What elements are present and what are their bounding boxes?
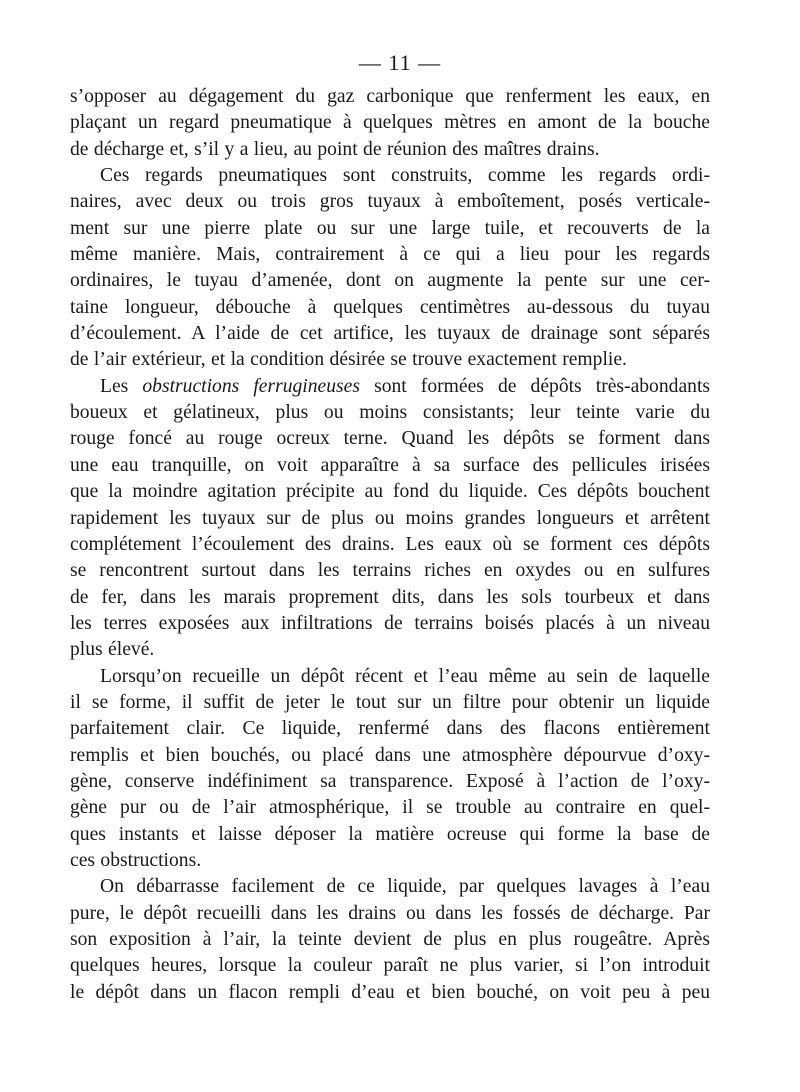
text-line: même manière. Mais, contrairement à ce qui a lieu pour les regards	[70, 244, 710, 266]
text-line: rouge foncé au rouge ocreux terne. Quand les dépôts se forment dans	[70, 428, 710, 450]
text-line: ces obstructions.	[70, 849, 202, 871]
text-line: ques instants et laisse déposer la matière ocreuse qui forme la base de	[70, 823, 710, 845]
body-text	[70, 84, 710, 1006]
text-line: taine longueur, débouche à quelques centimètres au-dessous du tuyau	[70, 296, 710, 318]
text-line: d’écoulement. A l’aide de cet artifice, les tuyaux de drainage sont séparés	[70, 323, 710, 345]
text-line: remplis et bien bouchés, ou placé dans une atmosphère dépourvue d’oxy-	[70, 744, 710, 766]
text-segment: Les	[100, 375, 129, 397]
text-line: plus élevé.	[70, 639, 155, 661]
text-line: ordinaires, le tuyau d’amenée, dont on augmente la pente sur une cer-	[70, 270, 710, 292]
text-line: rapidement les tuyaux sur de plus ou moins grandes longueurs et arrêtent	[70, 507, 710, 529]
page-number: — 11 —	[358, 50, 442, 75]
italic-term: obstructions ferrugineuses	[142, 375, 360, 397]
text-line: de fer, dans les marais proprement dits, dans les sols tourbeux et dans	[70, 586, 710, 608]
text-line: que la moindre agitation précipite au fond du liquide. Ces dépôts bouchent	[70, 481, 710, 503]
text-line: On débarrasse facilement de ce liquide, par quelques lavages à l’eau	[100, 876, 710, 898]
text-line: gène, conserve indéfiniment sa transparence. Exposé à l’action de l’oxy-	[70, 770, 710, 792]
text-line: plaçant un regard pneumatique à quelques mètres en amont de la bouche	[70, 112, 710, 134]
text-line: boueux et gélatineux, plus ou moins consistants; leur teinte varie du	[70, 402, 710, 424]
text-line: de décharge et, s’il y a lieu, au point de réunion des maîtres drains.	[70, 138, 600, 160]
text-line: ment sur une pierre plate ou sur une large tuile, et recouverts de la	[70, 217, 710, 239]
text-line: complétement l’écoulement des drains. Les eaux où se forment ces dépôts	[70, 533, 710, 555]
text-line: une eau tranquille, on voit apparaître à sa surface des pellicules irisées	[70, 454, 710, 476]
text-line: parfaitement clair. Ce liquide, renfermé dans des flacons entièrement	[70, 718, 710, 740]
text-line: de l’air extérieur, et la condition désirée se trouve exactement remplie.	[70, 349, 627, 371]
text-segment: sont formées de dépôts très-abondants	[374, 375, 711, 397]
text-line	[70, 374, 710, 400]
text-line: il se forme, il suffit de jeter le tout sur un filtre pour obtenir un liquide	[70, 691, 710, 713]
text-line: pure, le dépôt recueilli dans les drains ou dans les fossés de décharge. Par	[70, 902, 710, 924]
text-line: se rencontrent surtout dans les terrains riches en oxydes ou en sulfures	[70, 560, 710, 582]
text-line: gène pur ou de l’air atmosphérique, il se trouble au contraire en quel-	[70, 797, 710, 819]
text-line: s’opposer au dégagement du gaz carbonique que renferment les eaux, en	[70, 86, 710, 107]
text-line: Lorsqu’on recueille un dépôt récent et l’eau même au sein de laquelle	[100, 665, 710, 687]
text-line: les terres exposées aux infiltrations de terrains boisés placés à un niveau	[70, 612, 710, 634]
text-line: quelques heures, lorsque la couleur paraît ne plus varier, si l’on introduit	[70, 955, 710, 977]
text-line: son exposition à l’air, la teinte devient de plus en plus rougeâtre. Après	[70, 929, 710, 950]
text-line: le dépôt dans un flacon rempli d’eau et bien bouché, on voit peu à peu	[70, 981, 710, 1003]
text-line: Ces regards pneumatiques sont construits, comme les regards ordi-	[100, 165, 710, 187]
text-line: naires, avec deux ou trois gros tuyaux à emboîtement, posés verticale-	[70, 191, 710, 213]
